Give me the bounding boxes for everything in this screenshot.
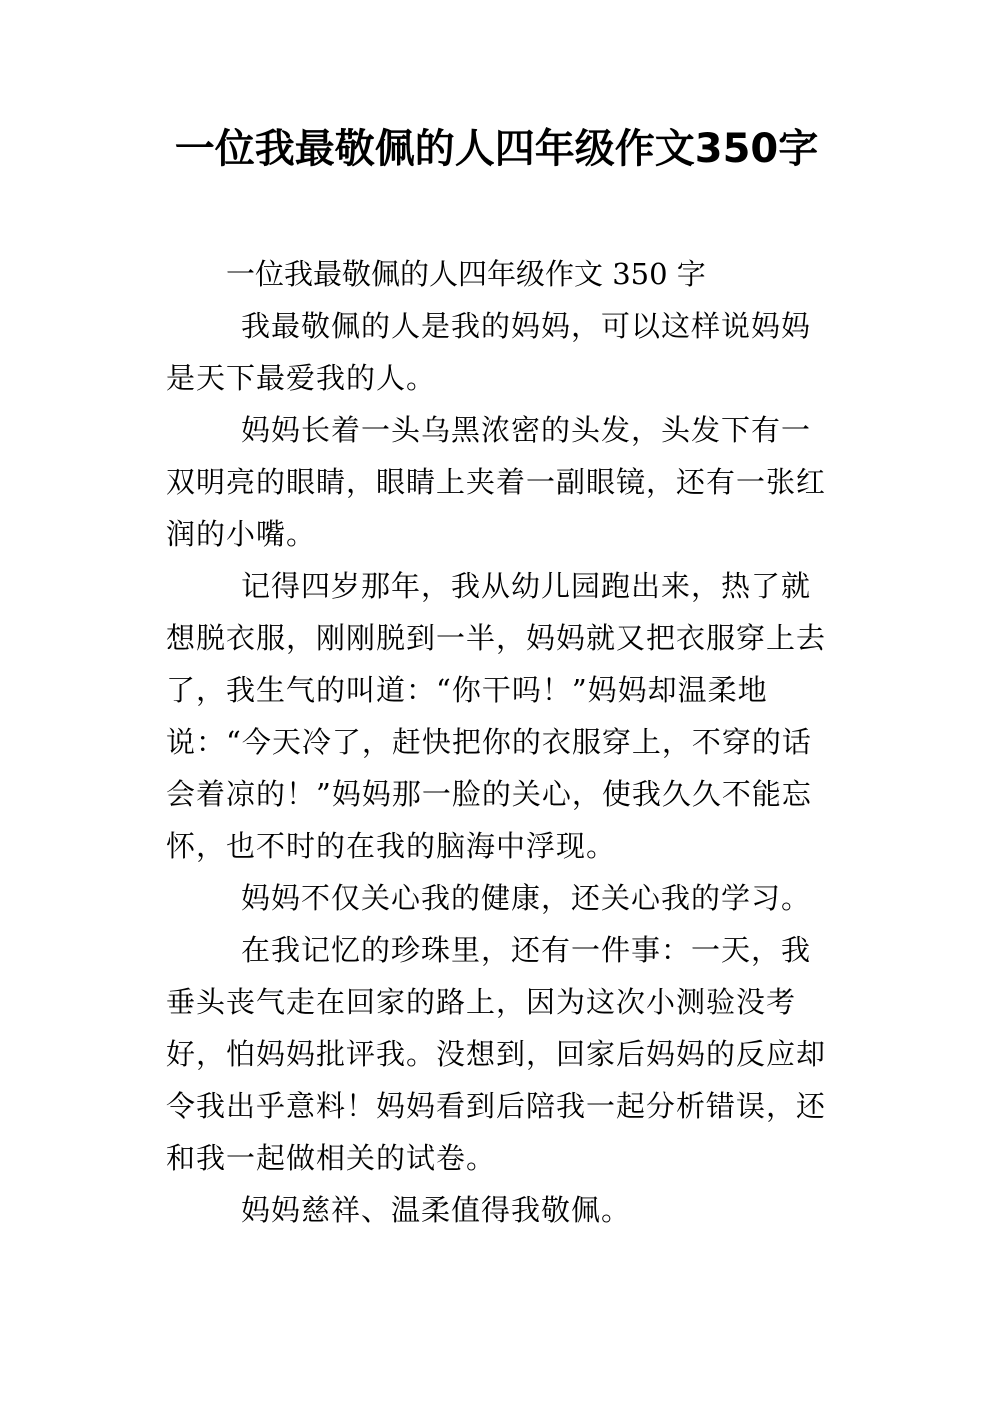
paragraph-2: 妈妈长着一头乌黑浓密的头发，头发下有一双明亮的眼睛，眼睛上夹着一副眼镜，还有一张红润的小嘴。 (166, 413, 827, 551)
paragraph-1: 我最敬佩的人是我的妈妈，可以这样说妈妈是天下最爱我的人。 (166, 309, 812, 395)
document-body (166, 248, 836, 1236)
document-title: 一位我最敬佩的人四年级作文350字 (174, 126, 819, 172)
paragraph-5: 在我记忆的珍珠里，还有一件事：一天，我垂头丧气走在回家的路上，因为这次小测验没考好，怕妈妈批评我。没想到，回家后妈妈的反应却令我出乎意料！妈妈看到后陪我一起分析错误，还和我一起做相关的试卷。 (166, 933, 827, 1175)
paragraph-6: 妈妈慈祥、温柔值得我敬佩。 (241, 1193, 632, 1227)
document-subtitle: 一位我最敬佩的人四年级作文 350 字 (226, 257, 706, 291)
paragraph-3: 记得四岁那年，我从幼儿园跑出来，热了就想脱衣服，刚刚脱到一半，妈妈就又把衣服穿上去了，我生气的叫道：“你干吗！”妈妈却温柔地说：“今天冷了，赶快把你的衣服穿上，不穿的话会着凉的！”妈妈那一脸的关心，使我久久不能忘怀，也不时的在我的脑海中浮现。 (166, 569, 827, 863)
paragraph-4: 妈妈不仅关心我的健康，还关心我的学习。 (241, 881, 812, 915)
